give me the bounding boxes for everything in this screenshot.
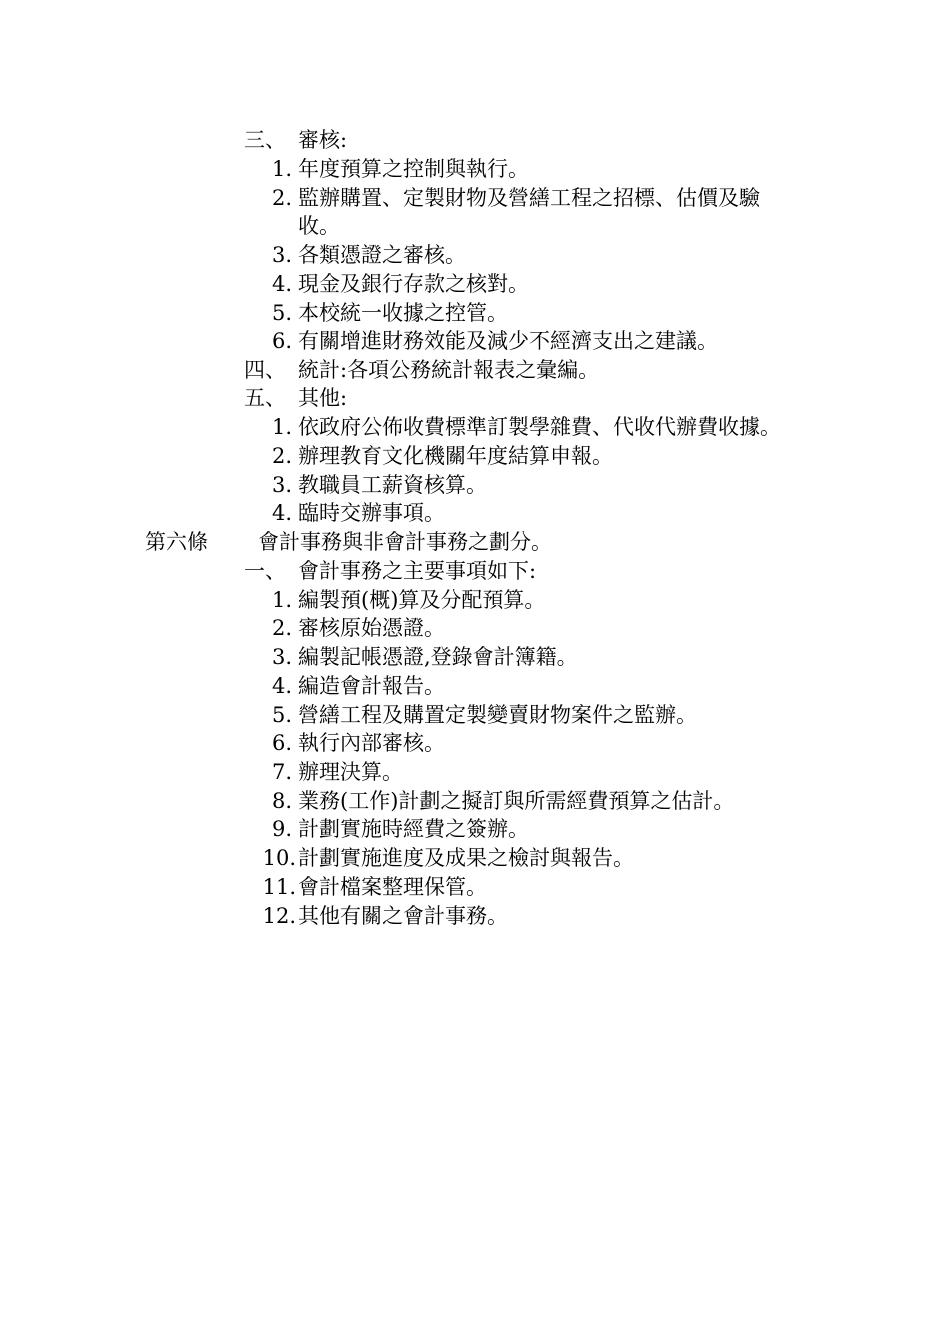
list-item: 其他有關之會計事務。	[298, 904, 508, 928]
list-item: 審核原始憑證。	[298, 616, 445, 640]
list-item: 執行內部審核。	[298, 731, 445, 755]
section-title: 其他:	[298, 386, 348, 410]
list-number: 6.	[271, 731, 292, 755]
list-number: 5.	[271, 301, 292, 325]
list-item: 會計檔案整理保管。	[298, 875, 487, 899]
list-number: 9.	[271, 817, 292, 841]
list-number: 11.	[262, 875, 296, 899]
list-item: 業務(工作)計劃之擬訂與所需經費預算之估計。	[298, 789, 735, 813]
article-label: 第六條	[145, 530, 208, 554]
list-item: 各類憑證之審核。	[298, 243, 466, 267]
list-item: 編造會計報告。	[298, 674, 445, 698]
list-item: 有關增進財務效能及減少不經濟支出之建議。	[298, 329, 718, 353]
list-number: 1.	[271, 157, 292, 181]
list-number: 4.	[271, 272, 292, 296]
list-item: 監辦購置、定製財物及營繕工程之招標、估價及驗	[298, 186, 760, 210]
list-number: 2.	[271, 444, 292, 468]
list-number: 3.	[271, 243, 292, 267]
list-item-continuation: 收。	[298, 214, 340, 238]
list-item: 辦理決算。	[298, 760, 403, 784]
list-item: 計劃實施進度及成果之檢討與報告。	[298, 846, 634, 870]
list-number: 4.	[271, 501, 292, 525]
list-number: 3.	[271, 645, 292, 669]
list-number: 5.	[271, 703, 292, 727]
list-number: 3.	[271, 473, 292, 497]
section-title: 會計事務之主要事項如下:	[298, 559, 537, 583]
list-item: 現金及銀行存款之核對。	[298, 272, 529, 296]
list-number: 6.	[271, 329, 292, 353]
list-item: 年度預算之控制與執行。	[298, 157, 529, 181]
list-item: 編製預(概)算及分配預算。	[298, 588, 546, 612]
list-item: 編製記帳憑證,登錄會計簿籍。	[298, 645, 578, 669]
list-item: 營繕工程及購置定製變賣財物案件之監辦。	[298, 703, 697, 727]
section-marker: 五、	[244, 386, 286, 410]
list-item: 臨時交辦事項。	[298, 501, 445, 525]
section-marker: 一、	[244, 559, 286, 583]
list-number: 1.	[271, 415, 292, 439]
list-number: 8.	[271, 789, 292, 813]
list-number: 7.	[271, 760, 292, 784]
list-number: 10.	[262, 846, 296, 870]
list-item: 本校統一收據之控管。	[298, 301, 508, 325]
list-number: 4.	[271, 674, 292, 698]
list-number: 1.	[271, 588, 292, 612]
article-title: 會計事務與非會計事務之劃分。	[258, 530, 552, 554]
section-title: 審核:	[298, 128, 348, 152]
list-item: 依政府公佈收費標準訂製學雜費、代收代辦費收據。	[298, 415, 781, 439]
list-number: 2.	[271, 616, 292, 640]
list-item: 辦理教育文化機關年度結算申報。	[298, 444, 613, 468]
list-number: 2.	[271, 186, 292, 210]
list-number: 12.	[262, 904, 296, 928]
section-marker: 三、	[244, 128, 286, 152]
section-marker: 四、	[244, 358, 286, 382]
section-title: 統計:各項公務統計報表之彙編。	[298, 358, 600, 382]
list-item: 計劃實施時經費之簽辦。	[298, 817, 529, 841]
list-item: 教職員工薪資核算。	[298, 473, 487, 497]
